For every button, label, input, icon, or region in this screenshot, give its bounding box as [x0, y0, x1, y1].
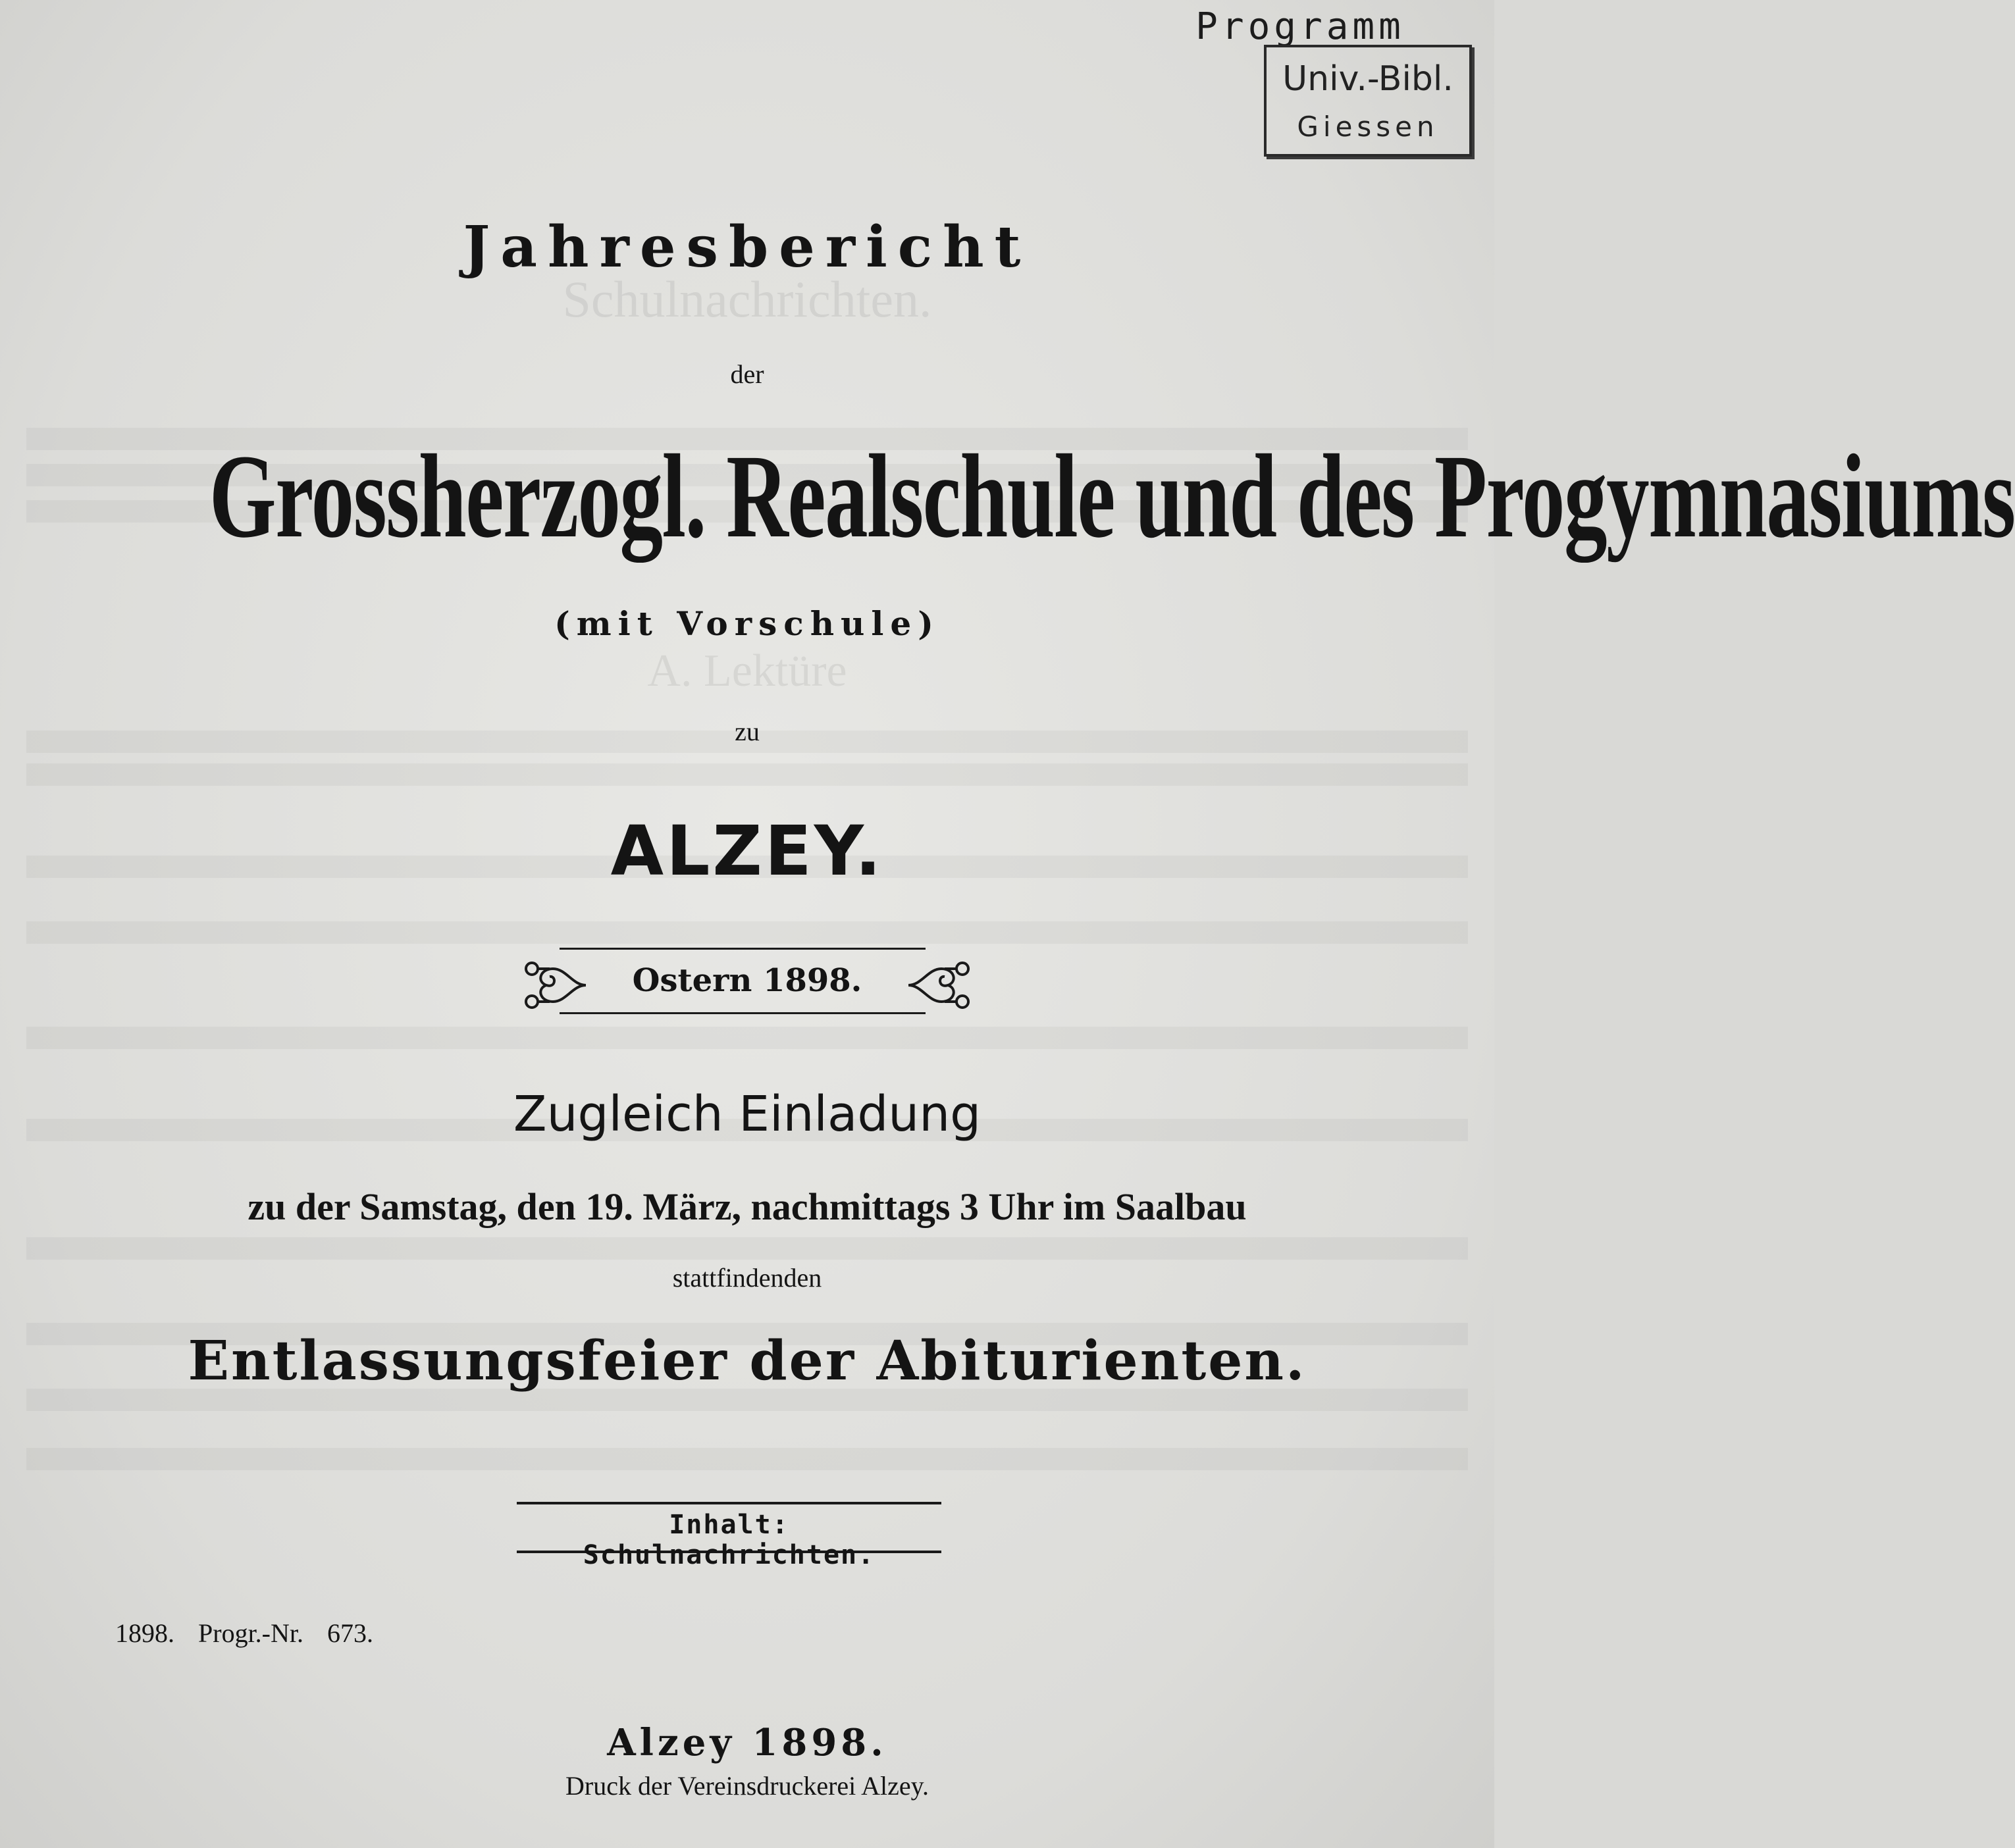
event-date-line: zu der Samstag, den 19. März, nachmittags 3 Uhr im Saalbau: [248, 1185, 1247, 1228]
ostern-rule-bottom: [560, 1012, 926, 1014]
report-title: Jahresbericht: [463, 214, 1032, 280]
show-through-line: [26, 763, 1468, 786]
show-through-line: [26, 1237, 1468, 1260]
invitation-heading: Zugleich Einladung: [513, 1086, 981, 1142]
school-subtitle: (mit Vorschule): [554, 604, 940, 643]
program-year: 1898.: [115, 1618, 174, 1648]
imprint-printer: Druck der Vereinsdruckerei Alzey.: [565, 1771, 929, 1801]
program-label: Programm: [1195, 5, 1405, 48]
event-name: Entlassungsfeier der Abiturienten.: [188, 1329, 1307, 1393]
show-through-line: [26, 1027, 1468, 1049]
program-number: [115, 1618, 373, 1649]
show-through-text: A. Lektüre: [647, 646, 847, 696]
ostern-rule-top: [560, 948, 926, 950]
imprint-place-year: Alzey 1898.: [607, 1721, 887, 1764]
season-year: Ostern 1898.: [632, 962, 862, 999]
show-through-text: Schulnachrichten.: [562, 270, 932, 328]
show-through-line: [26, 921, 1468, 944]
stamp-city: Giessen: [1297, 111, 1439, 143]
event-stattfindenden: stattfindenden: [672, 1263, 822, 1293]
contents-label: Inhalt: Schulnachrichten.: [583, 1510, 876, 1570]
school-name: Grossherzogl. Realschule und des Progymnasiums: [209, 430, 2015, 563]
stamp-library: Univ.-Bibl.: [1282, 59, 1453, 99]
library-stamp: [1264, 45, 1472, 157]
program-nr: Progr.-Nr. 673.: [198, 1618, 373, 1648]
title-zu: zu: [735, 717, 760, 746]
contents-box: [517, 1502, 941, 1570]
show-through-line: [26, 1448, 1468, 1470]
title-der: der: [730, 359, 764, 389]
city-name: ALZEY.: [610, 811, 884, 891]
